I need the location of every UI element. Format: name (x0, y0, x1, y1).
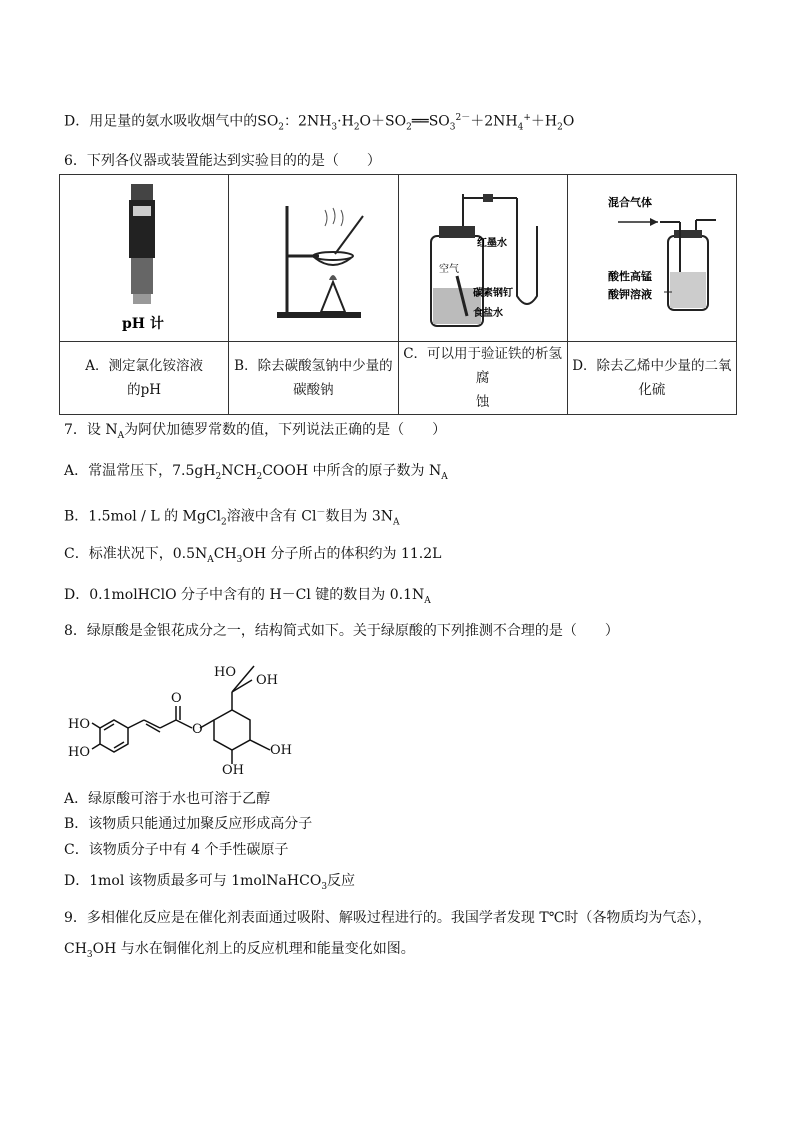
evaporating-setup-image (229, 176, 409, 336)
chlorogenic-acid-structure (64, 650, 324, 776)
ho-left-bottom: HO (68, 745, 90, 760)
link-o: O (192, 722, 203, 737)
oh-right: OH (270, 743, 292, 758)
caption-c: C．可以用于验证铁的析氢腐 蚀 (398, 342, 567, 415)
mixed-gas-label: 混合气体 (607, 196, 652, 209)
oh-top: OH (256, 673, 278, 688)
q6-table (59, 174, 737, 415)
q9-line-1: 9．多相催化反应是在催化剂表面通过吸附、解吸过程进行的。我国学者发现 T℃时（各物质均为气态）， (64, 910, 712, 926)
carbon-steel-nail-label: 碳素钢钉 (472, 288, 513, 299)
kmno4-label-1: 酸性高锰 (607, 270, 652, 283)
q7-option-a: A．常温常压下，$7.5gH_2NCH_2COOH$ 中所含的原子数为 $N_A$ (64, 463, 448, 482)
ho-left-top: HO (68, 717, 90, 732)
q5-option-d: D．用足量的氨水吸收烟气中的$SO_2$：$2NH_3\cdot H_2O+SO_2══SO_3^{2-}+2NH_4^++H_2O$ (64, 113, 575, 133)
ester-o: O (171, 691, 182, 706)
air-label: 空气 (438, 264, 459, 275)
ph-meter-label: pH 计 (122, 316, 165, 332)
cell-c-image (398, 175, 567, 342)
gas-wash-bottle-image (568, 176, 744, 336)
caption-d: D．除去乙烯中少量的二氧 化硫 (567, 342, 736, 415)
ph-meter-image (77, 176, 211, 336)
q8-option-c: C．该物质分子中有 4 个手性碳原子 (64, 842, 289, 858)
salt-water-label: 食盐水 (472, 308, 503, 319)
caption-b: B．除去碳酸氢钠中少量的 碳酸钠 (229, 342, 398, 415)
ink-water-label: 红墨水 (476, 238, 507, 249)
ho-top: HO (214, 665, 236, 680)
cell-a-image (60, 175, 229, 342)
q6-stem: 6．下列各仪器或装置能达到实验目的的是（ ） (64, 153, 381, 169)
q7-option-c: C．标准状况下，$0.5N_ACH_3OH$ 分子所占的体积约为 11.2L (64, 546, 442, 565)
q8-option-d: D．1mol 该物质最多可与 1molNaHCO$_3$反应 (64, 873, 356, 892)
q8-stem: 8．绿原酸是金银花成分之一，结构简式如下。关于绿原酸的下列推测不合理的是（ ） (64, 623, 619, 639)
q7-stem: 7．设 $N_A$为阿伏加德罗常数的值，下列说法正确的是（ ） (64, 422, 447, 441)
q7-option-d: D．0.1molHClO 分子中含有的 H－Cl 键的数目为 $0.1N_A$ (64, 587, 431, 606)
q8-option-a: A．绿原酸可溶于水也可溶于乙醇 (64, 791, 271, 807)
cell-d-image (567, 175, 736, 342)
oh-bottom: OH (222, 763, 244, 776)
q7-option-b: B．1.5mol / L 的 MgCl$_2$溶液中含有 Cl－数目为 $3N_A$ (64, 508, 400, 528)
corrosion-setup-image (399, 176, 579, 336)
q9-line-2: $CH_3OH$ 与水在铜催化剂上的反应机理和能量变化如图。 (64, 941, 415, 960)
q8-option-b: B．该物质只能通过加聚反应形成高分子 (64, 816, 313, 832)
kmno4-label-2: 酸钾溶液 (607, 288, 652, 301)
cell-b-image (229, 175, 398, 342)
caption-a: A．测定氯化铵溶液 的pH (60, 342, 229, 415)
